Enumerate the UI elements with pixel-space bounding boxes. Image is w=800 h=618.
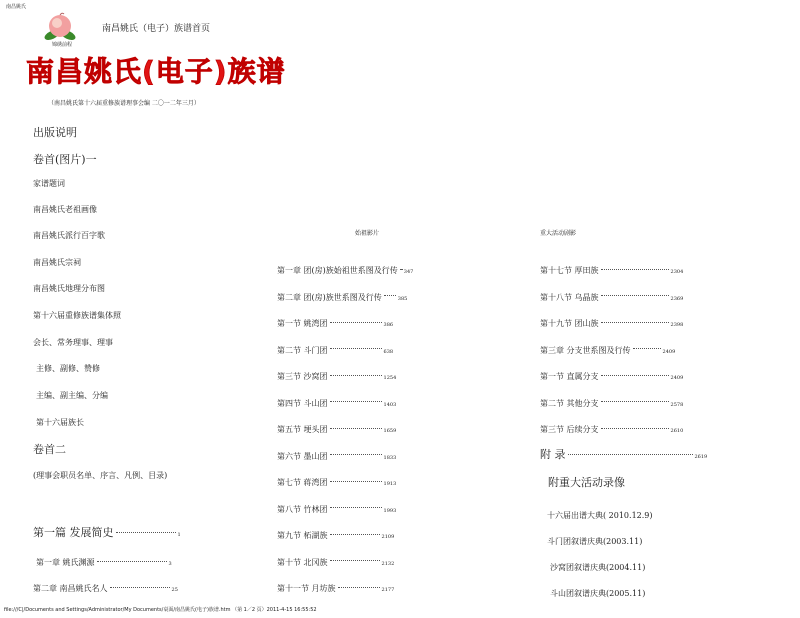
leader-dots [116, 531, 176, 533]
home-title: 南昌姚氏（电子）族谱首页 [102, 24, 211, 34]
toc-entry[interactable] [540, 285, 683, 304]
videos-heading: 附重大活动录像 [548, 476, 625, 489]
leader-dots [400, 268, 402, 270]
entry-title: 第三节 沙窝团 [277, 372, 328, 381]
entry-title: 第七节 蒋湾团 [277, 478, 328, 487]
ancestor-photos-heading: 始祖影片 [355, 230, 380, 237]
entry-page: 2409 [670, 375, 684, 381]
toc-entry[interactable] [277, 470, 396, 489]
toc-item[interactable]: 南昌姚氏宗祠 [33, 258, 81, 267]
entry-title: 第二节 斗门团 [277, 345, 328, 355]
entry-page: 1913 [383, 481, 397, 487]
leader-dots [330, 347, 382, 349]
toc-entry[interactable] [277, 338, 393, 357]
toc-entry[interactable] [277, 258, 413, 277]
entry-page: 347 [403, 269, 414, 275]
toc-entry[interactable] [277, 364, 396, 383]
leader-dots [601, 268, 669, 270]
toc-entry[interactable] [277, 285, 407, 304]
file-path-footer: file:///C|/Documents and Settings/Administrator/My Documents/桌面/南昌姚氏(电子)族谱.htm （第 1／2 页）2011-4-15 16:55:52 [4, 607, 317, 613]
entry-title: 第一章 团(房)族始祖世系图及行传 [277, 266, 398, 275]
leader-dots [330, 480, 382, 482]
toc-entry[interactable] [36, 550, 172, 569]
appendix-entry[interactable] [540, 443, 707, 462]
leader-dots [568, 453, 693, 455]
toc-entry[interactable] [277, 417, 396, 436]
toc-entry[interactable] [540, 258, 683, 277]
leader-dots [330, 453, 382, 455]
entry-page: 638 [383, 348, 394, 355]
entry-title: 第二章 团(房)族世系图及行传 [277, 292, 382, 302]
events-photos-heading: 重大活动剧影 [540, 230, 577, 237]
leader-dots [330, 506, 382, 508]
entry-page: 1 [177, 532, 181, 538]
entry-page: 2109 [381, 534, 395, 540]
toc-entry[interactable] [277, 444, 396, 463]
preface-link[interactable]: 出版说明 [33, 126, 77, 139]
entry-title: 第九节 柘湖族 [277, 531, 328, 540]
toc-entry[interactable] [277, 311, 393, 330]
entry-title: 第十一节 月坊族 [277, 584, 336, 593]
toc-item[interactable]: 南昌姚氏派行百字歌 [33, 231, 105, 240]
toc-entry[interactable] [33, 576, 178, 595]
toc-item[interactable]: 南昌姚氏老祖画像 [33, 205, 97, 214]
entry-title: 第二节 其他分支 [540, 398, 599, 408]
leader-dots [330, 400, 382, 402]
video-link[interactable]: 斗门团叙谱庆典(2003.11) [547, 537, 643, 546]
entry-title: 第十八节 乌晶族 [540, 292, 599, 302]
entry-title: 第六节 墨山团 [277, 451, 328, 461]
entry-page: 1993 [383, 507, 397, 514]
entry-page: 386 [383, 322, 394, 328]
toc-item[interactable]: 会长、常务理事、理事 [33, 338, 113, 347]
leader-dots [601, 294, 669, 296]
toc-entry[interactable] [540, 311, 683, 330]
volume1-link[interactable]: 卷首(图片)一 [33, 153, 97, 166]
leader-dots [633, 347, 661, 349]
toc-item[interactable]: 主编、副主编、分编 [36, 391, 108, 400]
entry-title: 第八节 竹林团 [277, 504, 328, 514]
entry-title: 第三节 后续分支 [540, 425, 599, 434]
toc-entry[interactable] [540, 338, 675, 357]
toc-entry[interactable] [540, 364, 683, 383]
entry-page: 1659 [383, 428, 397, 434]
toc-entry[interactable] [540, 391, 683, 410]
entry-title: 第一篇 发展简史 [33, 526, 114, 539]
entry-page: 2177 [381, 587, 395, 593]
leader-dots [97, 560, 167, 562]
entry-title: 第一节 直属分支 [540, 372, 599, 381]
toc-entry[interactable] [277, 576, 394, 595]
toc-item[interactable]: 家谱题词 [33, 179, 65, 188]
leader-dots [330, 427, 382, 429]
entry-page: 25 [171, 587, 178, 593]
volume2-note: (理事会职员名单、序言、凡例、目录) [33, 471, 168, 480]
entry-page: 2619 [694, 454, 708, 460]
leader-dots [110, 586, 170, 588]
entry-title: 第一节 姚湾团 [277, 319, 328, 328]
leader-dots [601, 427, 669, 429]
toc-item[interactable]: 第十六届重修族谱集体照 [33, 311, 121, 320]
leader-dots [338, 586, 380, 588]
corner-label: 南昌姚氏 [6, 4, 27, 10]
video-link[interactable]: 斗山团叙谱庆典(2005.11) [550, 589, 646, 598]
toc-item[interactable]: 第十六届族长 [36, 418, 84, 427]
entry-title: 第十九节 团山族 [540, 319, 599, 328]
leader-dots [330, 533, 380, 535]
entry-title: 第十七节 厚田族 [540, 266, 599, 275]
video-link[interactable]: 沙窝团叙谱庆典(2004.11) [550, 563, 646, 572]
entry-page: 2132 [381, 560, 395, 567]
leader-dots [601, 400, 669, 402]
entry-page: 2398 [670, 322, 684, 328]
video-link[interactable]: 十六届出谱大典( 2010.12.9) [547, 511, 653, 520]
entry-page: 385 [397, 295, 408, 302]
toc-item[interactable]: 南昌姚氏地理分布图 [33, 284, 105, 293]
entry-page: 1403 [383, 401, 397, 408]
toc-entry[interactable] [277, 497, 396, 516]
entry-title: 第五节 埂头团 [277, 425, 328, 434]
leader-dots [330, 559, 380, 561]
entry-title: 第二章 南昌姚氏名人 [33, 584, 108, 593]
toc-item[interactable]: 主修、副修、赞修 [36, 364, 100, 373]
entry-title: 第四节 斗山团 [277, 398, 328, 408]
entry-page: 2578 [670, 401, 684, 408]
entry-page: 2304 [670, 269, 684, 275]
volume2-link[interactable]: 卷首二 [33, 443, 66, 456]
entry-page: 1254 [383, 375, 397, 381]
entry-page: 2369 [670, 295, 684, 302]
toc-entry[interactable] [277, 550, 394, 569]
entry-title: 第三章 分支世系图及行传 [540, 345, 631, 355]
leader-dots [384, 294, 396, 296]
leader-dots [601, 321, 669, 323]
entry-page: 3 [168, 561, 172, 567]
entry-title: 第一章 姚氏渊源 [36, 558, 95, 567]
toc-entry[interactable] [540, 417, 683, 436]
leader-dots [330, 374, 382, 376]
logo-caption: 锦绣前程 [52, 42, 73, 48]
entry-page: 2409 [662, 348, 676, 355]
entry-title: 第十节 北冈族 [277, 557, 328, 567]
compiled-by-note: （南昌姚氏第十六届重修族谱理事会编 二〇一二年三月） [48, 100, 200, 107]
entry-title: 附 录 [540, 448, 566, 461]
toc-entry[interactable] [33, 521, 181, 540]
banner-title: 南昌姚氏(电子)族谱 [26, 55, 286, 88]
toc-entry[interactable] [277, 391, 396, 410]
leader-dots [330, 321, 382, 323]
entry-page: 1833 [383, 454, 397, 461]
leader-dots [601, 374, 669, 376]
entry-page: 2610 [670, 428, 684, 434]
toc-entry[interactable] [277, 523, 394, 542]
